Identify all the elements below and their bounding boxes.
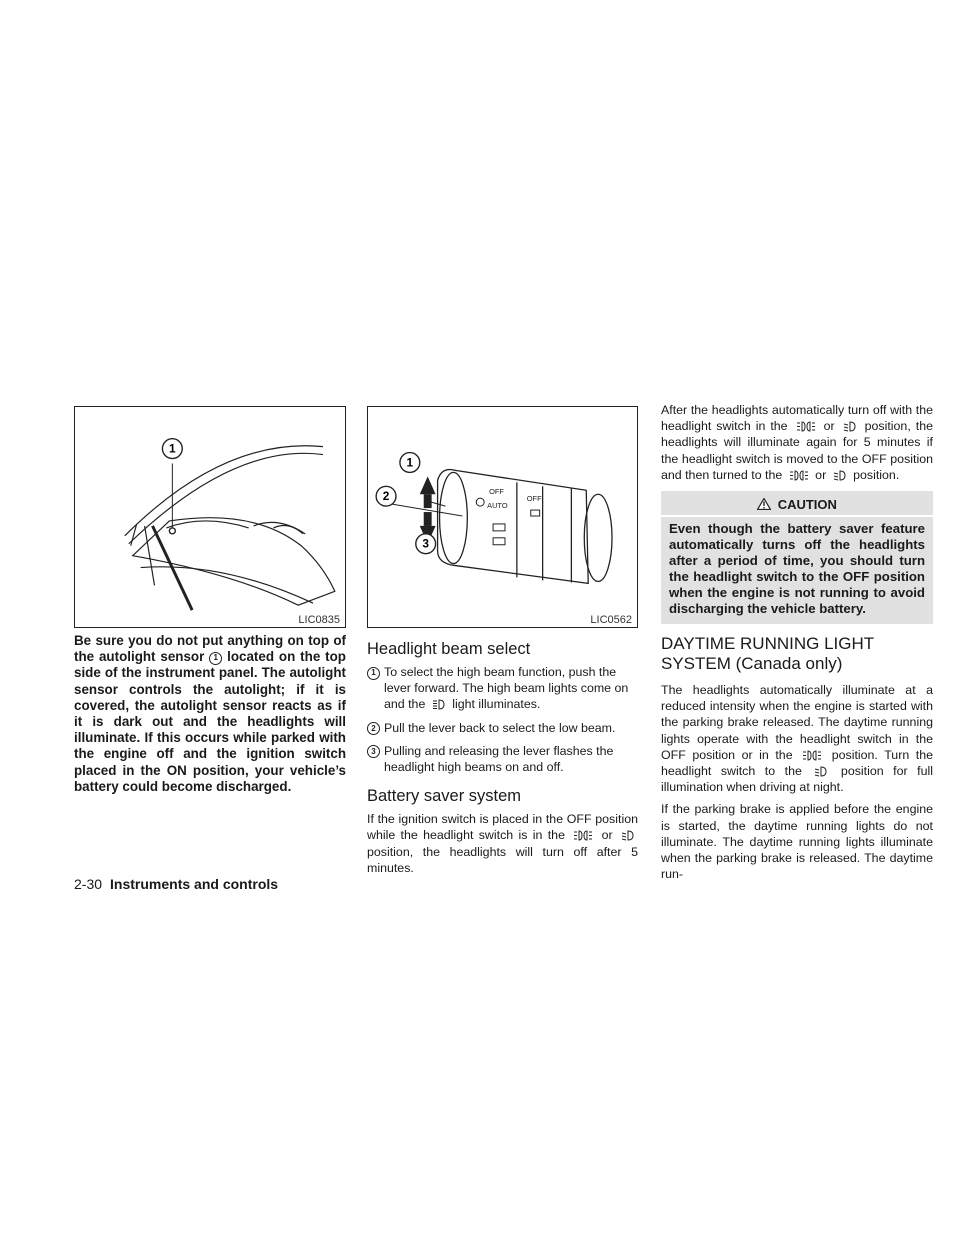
caution-heading: CAUTION <box>661 495 933 517</box>
page-footer <box>74 876 278 892</box>
warning-triangle-icon <box>757 498 771 510</box>
drl-paragraph-2: If the parking brake is applied before the engine is started, the daytime running lights do not illuminate. The daytime running lights illuminate when the parking brake is released. The daytime run- <box>661 802 933 882</box>
headlight-icon <box>843 421 857 432</box>
figure1-code: LIC0835 <box>298 614 340 626</box>
parking-light-icon <box>796 421 816 432</box>
figure-headlight-lever <box>367 406 638 628</box>
autolight-sensor-illustration <box>75 407 345 627</box>
svg-text:AUTO: AUTO <box>487 501 508 511</box>
figure2-code: LIC0562 <box>590 614 632 626</box>
callout-1-marker: 1 <box>367 667 380 680</box>
section-title: Instruments and controls <box>110 876 279 892</box>
column-middle <box>367 406 638 882</box>
list-item: 3 Pulling and releasing the lever flashes the headlight high beams on and off. <box>367 743 638 775</box>
callout-3-marker: 3 <box>367 745 380 758</box>
figure2-callout-1: 1 <box>406 455 414 470</box>
caution-text: Even though the battery saver feature automatically turns off the headlights after a period of time, you should turn the headlight switch to the OFF position when the engine is not running to avoid discharging the vehicle battery. <box>669 521 925 617</box>
figure2-callout-2: 2 <box>382 489 390 504</box>
headlight-icon <box>814 766 828 777</box>
drl-heading: DAYTIME RUNNING LIGHT SYSTEM (Canada only) <box>661 634 874 674</box>
headlight-icon <box>833 470 847 481</box>
high-beam-icon <box>432 699 446 710</box>
autolight-sensor-note: Be sure you do not put anything on top of the autolight sensor 1 located on the top side of the instrument panel. The autolight sensor controls the autolight; if it is covered, the autolight sensor reacts as if it is dark out and the headlights will illuminate. If this occurs while parked with the engine off and the ignition switch placed in the ON position, your vehicle’s battery could become discharged. <box>74 633 346 794</box>
battery-saver-paragraph: If the ignition switch is placed in the OFF position while the headlight switch is in the or position, the headlights will turn off after 5 minutes. <box>367 812 638 875</box>
battery-saver-heading: Battery saver system <box>367 787 522 806</box>
callout-2-marker: 2 <box>367 722 380 735</box>
svg-text:OFF: OFF <box>526 494 542 504</box>
figure2-callout-3: 3 <box>422 536 430 551</box>
parking-light-icon <box>573 830 593 841</box>
parking-light-icon <box>802 750 822 761</box>
caution-box <box>661 491 933 624</box>
column-right <box>661 402 933 888</box>
headlight-beam-select-heading: Headlight beam select <box>367 640 531 658</box>
page-number: 2-30 <box>74 876 103 892</box>
drl-paragraph-1: The headlights automatically illuminate at a reduced intensity when the engine is started with the parking brake released. The daytime running lights operate with the headlight switch in the OFF position or in the position. Turn the headlight switch to the position for full illumination when driving at night. <box>661 683 933 795</box>
battery-saver-continued-paragraph: After the headlights automatically turn off with the headlight switch in the or position, the headlights will illuminate again for 5 minutes if the headlight switch is moved to the OFF position and then turned to the or position. <box>661 403 933 482</box>
list-item: 1 To select the high beam function, push the lever forward. The high beam lights come on and the light illuminates. <box>367 664 638 713</box>
list-item: 2 Pull the lever back to select the low beam. <box>367 720 638 736</box>
figure1-callout: 1 <box>169 441 176 456</box>
figure-autolight-sensor <box>74 406 346 628</box>
callout-1-marker: 1 <box>209 652 222 665</box>
column-left <box>74 406 346 795</box>
svg-text:OFF: OFF <box>489 487 504 497</box>
headlight-lever-illustration <box>368 407 637 627</box>
parking-light-icon <box>789 470 809 481</box>
headlight-icon <box>621 830 635 841</box>
